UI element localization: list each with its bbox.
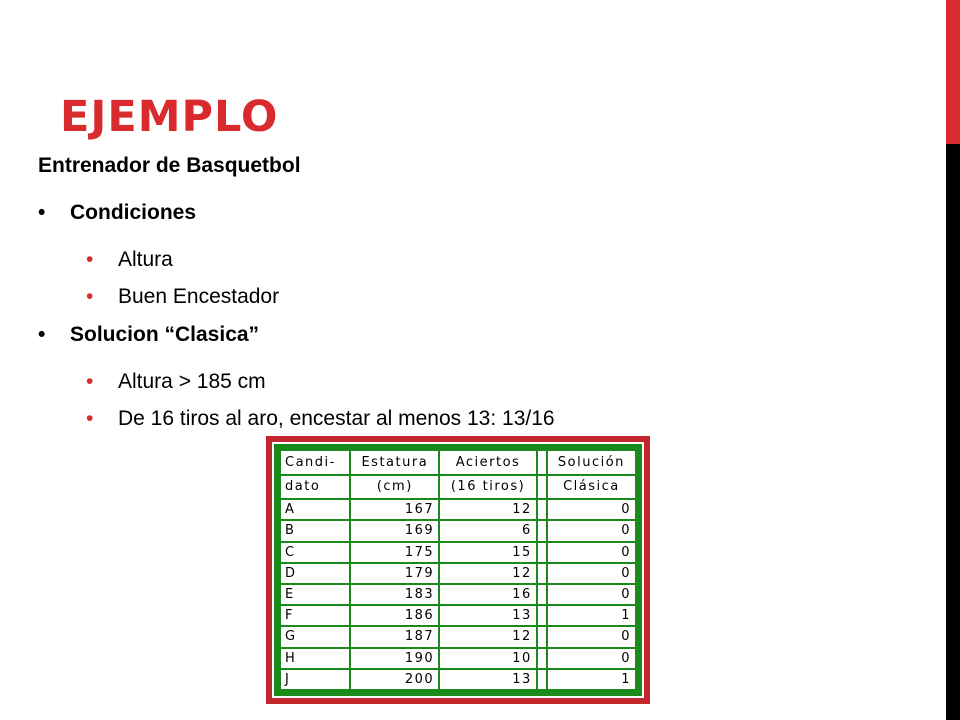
cell-gap (537, 605, 547, 626)
cell-candidato: C (280, 542, 350, 563)
cell-gap (537, 499, 547, 520)
table-row (280, 584, 636, 605)
cell-aciertos: 10 (439, 648, 537, 669)
header-cell: Aciertos (439, 450, 537, 475)
cell-solucion: 0 (547, 626, 636, 647)
bullet-text: De 16 tiros al aro, encestar al menos 13: 13/16 (118, 407, 555, 430)
cell-solucion: 0 (547, 542, 636, 563)
header-cell: Clásica (547, 475, 636, 500)
cell-aciertos: 12 (439, 626, 537, 647)
cell-aciertos: 13 (439, 669, 537, 690)
table-row (280, 563, 636, 584)
cell-aciertos: 6 (439, 520, 537, 541)
table-row (280, 669, 636, 690)
cell-estatura: 183 (350, 584, 439, 605)
bullet-icon: • (86, 407, 94, 430)
cell-gap (537, 563, 547, 584)
cell-solucion: 0 (547, 648, 636, 669)
cell-gap (537, 648, 547, 669)
cell-estatura: 175 (350, 542, 439, 563)
cell-gap (537, 669, 547, 690)
results-table-frame (266, 436, 650, 704)
header-cell: Solución (547, 450, 636, 475)
cell-solucion: 1 (547, 605, 636, 626)
cell-gap (537, 626, 547, 647)
table-row (280, 542, 636, 563)
bullet-label: Solucion “Clasica” (70, 323, 260, 346)
bullet-solucion-clasica (38, 322, 260, 347)
cell-aciertos: 12 (439, 563, 537, 584)
cell-candidato: D (280, 563, 350, 584)
cell-gap (537, 542, 547, 563)
bullet-icon: • (86, 248, 94, 271)
cell-estatura: 200 (350, 669, 439, 690)
cell-aciertos: 12 (439, 499, 537, 520)
bullet-item (86, 369, 266, 394)
table-row (280, 648, 636, 669)
cell-estatura: 167 (350, 499, 439, 520)
cell-estatura: 186 (350, 605, 439, 626)
table-row (280, 520, 636, 541)
slide-subtitle: Entrenador de Basquetbol (38, 154, 301, 177)
header-cell: Candi- (280, 450, 350, 475)
cell-aciertos: 16 (439, 584, 537, 605)
cell-solucion: 0 (547, 499, 636, 520)
cell-aciertos: 13 (439, 605, 537, 626)
cell-candidato: B (280, 520, 350, 541)
header-cell: (cm) (350, 475, 439, 500)
table-row (280, 499, 636, 520)
side-accent-bar-black (946, 144, 960, 720)
header-gap (537, 475, 547, 500)
cell-gap (537, 584, 547, 605)
cell-solucion: 0 (547, 563, 636, 584)
results-table-inner (274, 444, 642, 696)
header-cell: Estatura (350, 450, 439, 475)
cell-candidato: G (280, 626, 350, 647)
bullet-icon: • (86, 370, 94, 393)
header-cell: (16 tiros) (439, 475, 537, 500)
bullet-icon: • (38, 323, 46, 346)
table-row (280, 626, 636, 647)
cell-aciertos: 15 (439, 542, 537, 563)
results-table (279, 449, 637, 691)
bullet-icon: • (86, 285, 94, 308)
cell-candidato: A (280, 499, 350, 520)
bullet-text: Altura > 185 cm (118, 370, 266, 393)
bullet-text: Altura (118, 248, 173, 271)
bullet-condiciones (38, 200, 197, 225)
slide-title: EJEMPLO (60, 92, 279, 142)
cell-solucion: 0 (547, 584, 636, 605)
header-cell: dato (280, 475, 350, 500)
table-row (280, 605, 636, 626)
table-header-row (280, 475, 636, 500)
bullet-text: Buen Encestador (118, 285, 280, 308)
bullet-label: Condiciones (70, 201, 197, 224)
table-header-row (280, 450, 636, 475)
cell-estatura: 187 (350, 626, 439, 647)
cell-candidato: J (280, 669, 350, 690)
cell-solucion: 1 (547, 669, 636, 690)
header-gap (537, 450, 547, 475)
cell-estatura: 169 (350, 520, 439, 541)
cell-estatura: 179 (350, 563, 439, 584)
side-accent-bar-red (946, 0, 960, 144)
bullet-item (86, 247, 173, 272)
cell-candidato: E (280, 584, 350, 605)
cell-gap (537, 520, 547, 541)
bullet-icon: • (38, 201, 46, 224)
bullet-item (86, 406, 555, 431)
cell-candidato: F (280, 605, 350, 626)
cell-estatura: 190 (350, 648, 439, 669)
cell-candidato: H (280, 648, 350, 669)
bullet-item (86, 284, 280, 309)
cell-solucion: 0 (547, 520, 636, 541)
